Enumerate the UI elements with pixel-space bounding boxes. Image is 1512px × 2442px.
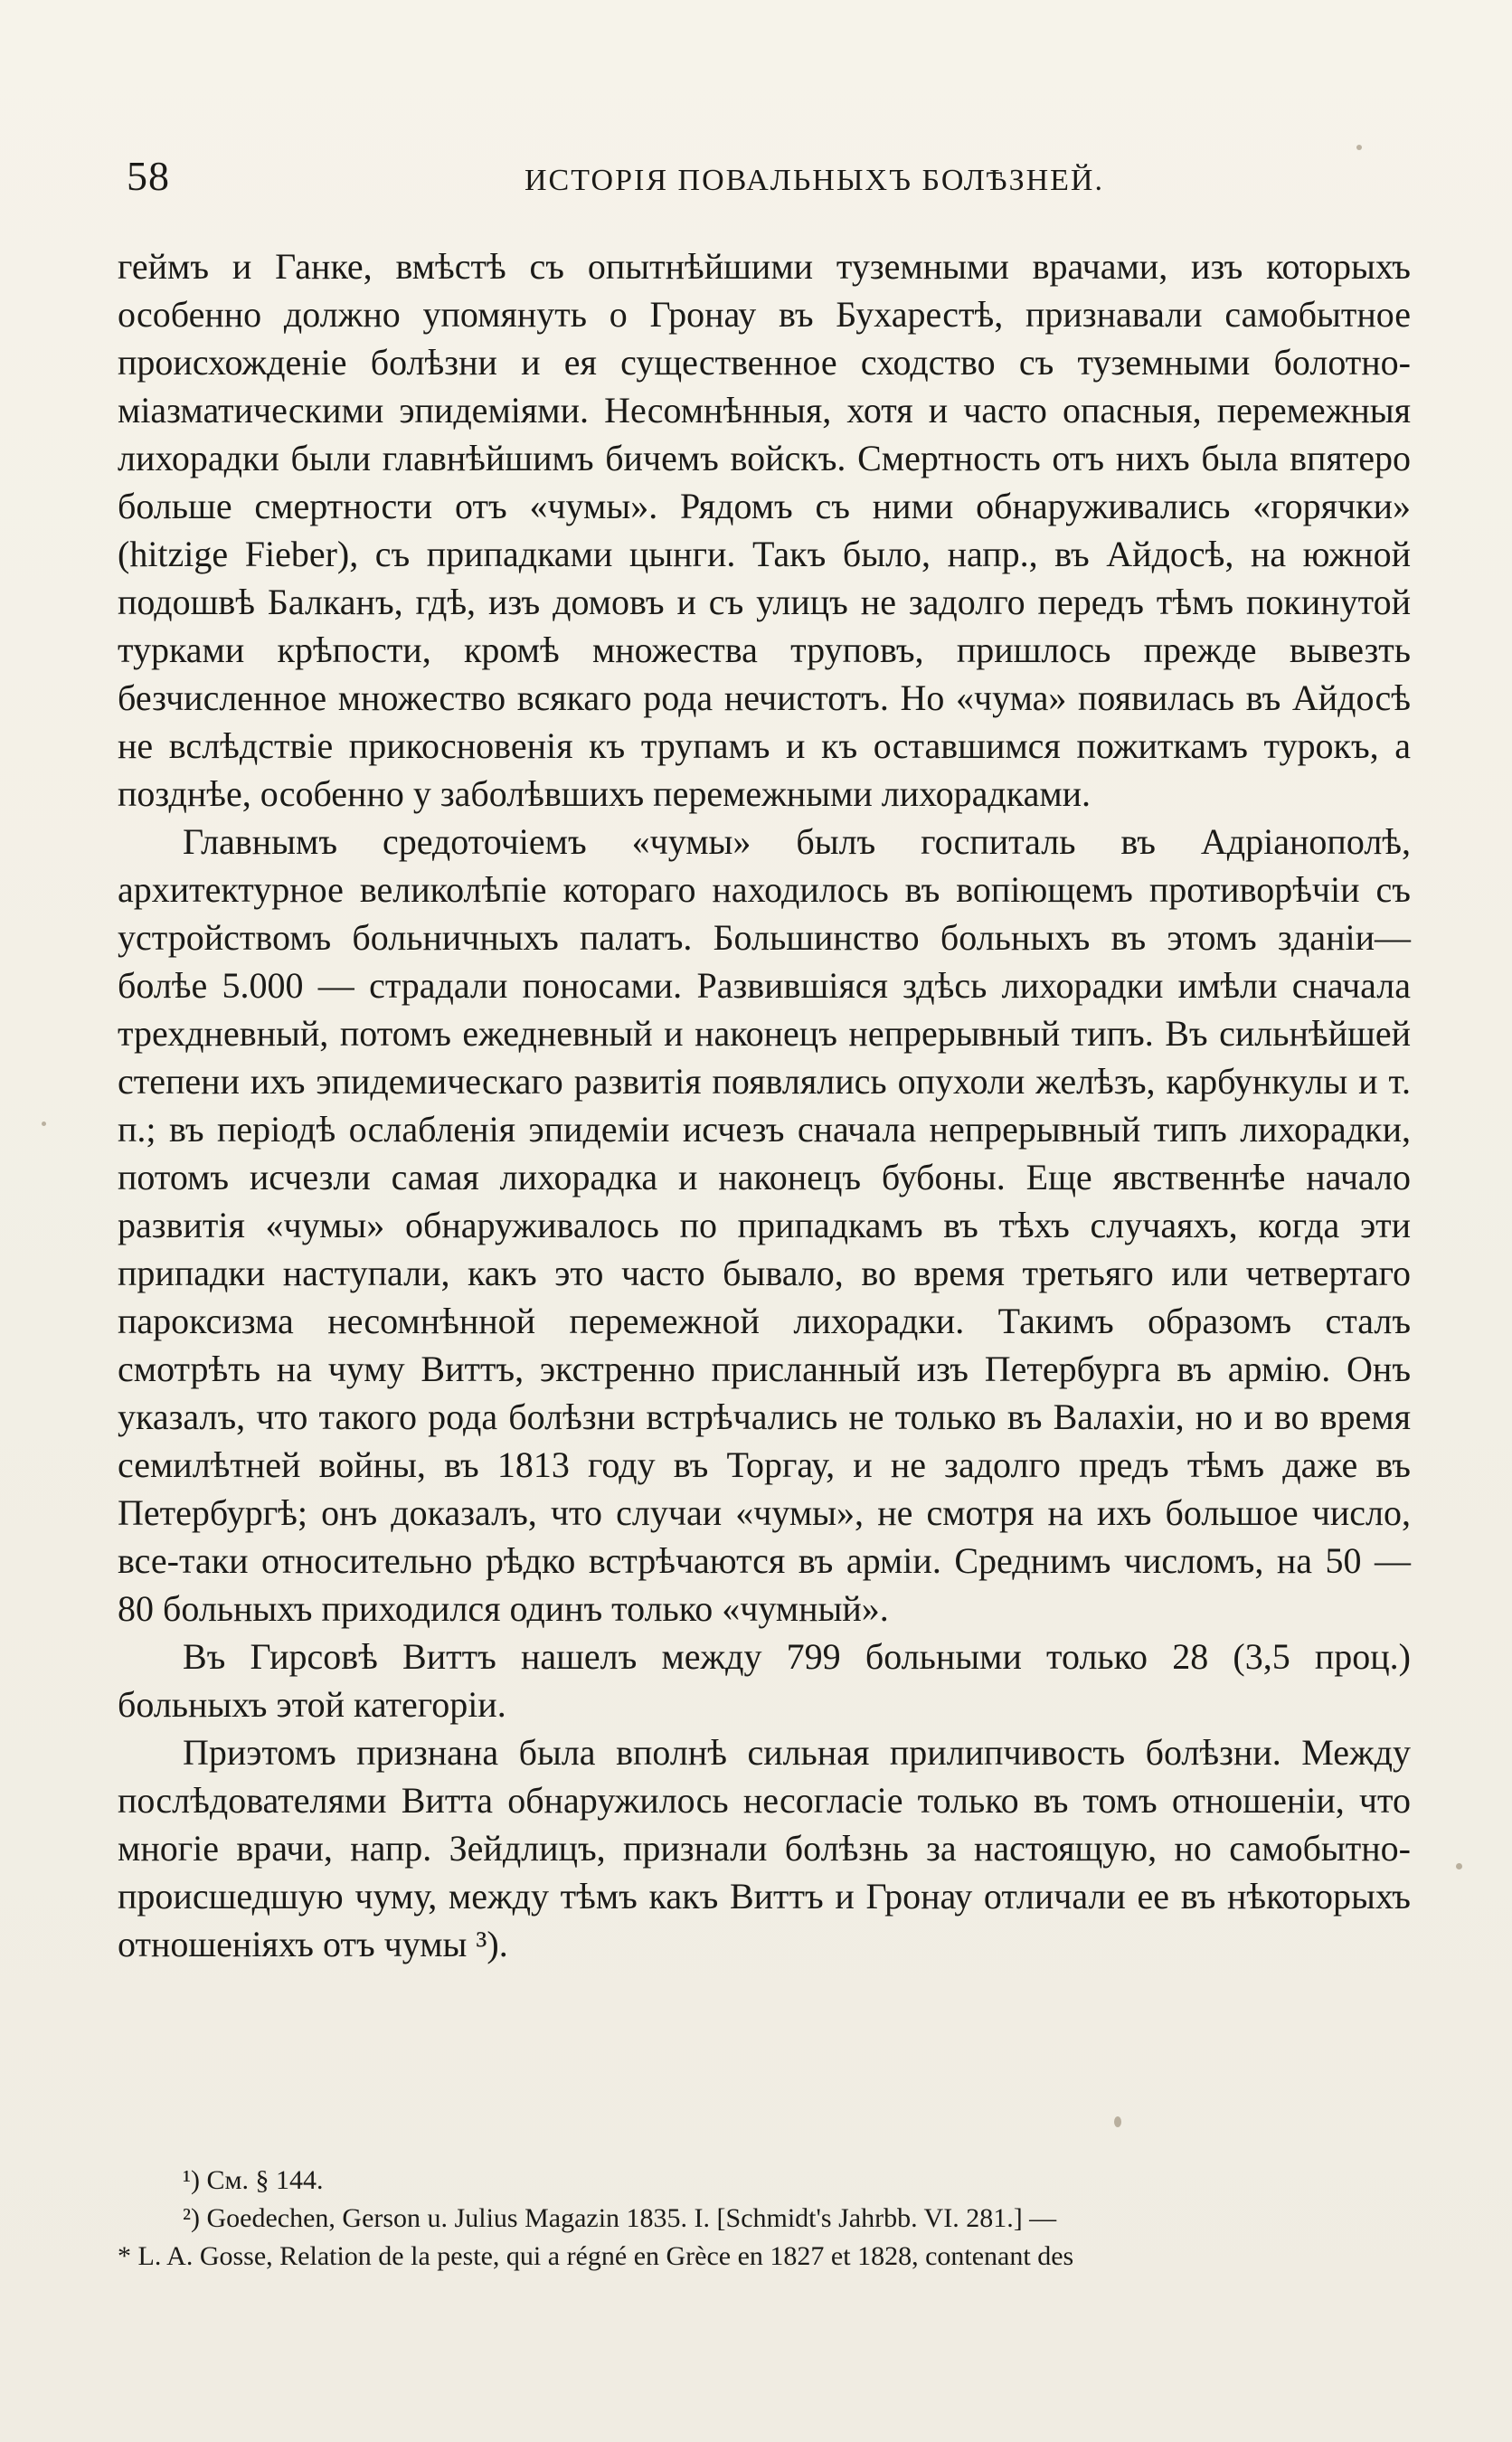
- page-number: 58: [127, 153, 170, 199]
- footnote-1: ¹) См. § 144.: [183, 2165, 324, 2195]
- paragraph-girsov: Въ Гирсовѣ Виттъ нашелъ между 799 больными только 28 (3,5 проц.) больныхъ этой категоріи.: [118, 1636, 1411, 1725]
- footnote-2: ²) Goedechen, Gerson u. Julius Magazin 1835. I. [Schmidt's Jahrbb. VI. 281.] —: [183, 2203, 1057, 2233]
- footnote-3: * L. A. Gosse, Relation de la peste, qui a régné en Grèce en 1827 et 1828, contenant des: [118, 2241, 1074, 2271]
- paper-speck: [42, 1122, 46, 1126]
- page-header: [127, 149, 1411, 213]
- paragraph-contagion: Приэтомъ признана была вполнѣ сильная прилипчивость болѣзни. Между послѣдователями Витта обнаружилось несогласіе только въ томъ отношеніи, что многіе врачи, напр. Зейдлицъ, признали болѣзнь за настоящую, но самобытно-происшедшую чуму, между тѣмъ какъ Виттъ и Гронау отличали ее въ нѣкоторыхъ отношеніяхъ отъ чумы ³).: [118, 1732, 1411, 1964]
- running-title: ИСТОРІЯ ПОВАЛЬНЫХЪ БОЛѢЗНЕЙ.: [524, 164, 1104, 197]
- footnotes: [118, 2162, 1411, 2276]
- paper-speck: [1356, 145, 1362, 150]
- paragraph-adrianople-hospital: Главнымъ средоточіемъ «чумы» былъ госпиталь въ Адріанополѣ, архитектурное великолѣпіе котораго находилось въ вопіющемъ противорѣчіи съ устройствомъ больничныхъ палатъ. Большинство больныхъ въ этомъ зданіи— болѣе 5.000 — страдали поносами. Развившіяся здѣсь лихорадки имѣли сначала трехдневный, потомъ ежедневный и наконецъ непрерывный типъ. Въ сильнѣйшей степени ихъ эпидемическаго развитія появлялись опухоли желѣзъ, карбункулы и т. п.; въ періодѣ ослабленія эпидеміи исчезъ сначала непрерывный типъ лихорадки, потомъ исчезли самая лихорадка и наконецъ бубоны. Еще явственнѣе начало развитія «чумы» обнаруживалось по припадкамъ въ тѣхъ случаяхъ, когда эти припадки наступали, какъ это часто бывало, во время третьяго или четвертаго пароксизма несомнѣнной перемежной лихорадки. Такимъ образомъ сталъ смотрѣть на чуму Виттъ, экстренно присланный изъ Петербурга въ армію. Онъ указалъ, что такого рода болѣзни встрѣчались не только въ Валахіи, но и во время семилѣтней войны, въ 1813 году въ Торгау, и не задолго предъ тѣмъ даже въ Петербургѣ; онъ доказалъ, что случаи «чумы», не смотря на ихъ большое число, все-таки относительно рѣдко встрѣчаются въ арміи. Среднимъ числомъ, на 50 — 80 больныхъ приходился одинъ только «чумный».: [118, 821, 1411, 1629]
- body-text: [118, 242, 1411, 1968]
- paper-speck: [1114, 2116, 1121, 2127]
- paper-speck: [1456, 1863, 1462, 1869]
- paragraph-continuation: геймъ и Ганке, вмѣстѣ съ опытнѣйшими туземными врачами, изъ которыхъ особенно должно упомянуть о Гронау въ Бухарестѣ, признавали самобытное происхожденіе болѣзни и ея существенное сходство съ туземными болотно-міазматическими эпидеміями. Несомнѣнныя, хотя и часто опасныя, перемежныя лихорадки были главнѣйшимъ бичемъ войскъ. Смертность отъ нихъ была впятеро больше смертности отъ «чумы». Рядомъ съ ними обнаруживались «горячки» (hitzige Fieber), съ припадками цынги. Такъ было, напр., въ Айдосѣ, на южной подошвѣ Балканъ, гдѣ, изъ домовъ и съ улицъ не задолго передъ тѣмъ покинутой турками крѣпости, кромѣ множества труповъ, пришлось прежде вывезть безчисленное множество всякаго рода нечистотъ. Но «чума» появилась въ Айдосѣ не вслѣдствіе прикосновенія къ трупамъ и къ оставшимся пожиткамъ турокъ, а позднѣе, особенно у заболѣвшихъ перемежными лихорадками.: [118, 246, 1411, 814]
